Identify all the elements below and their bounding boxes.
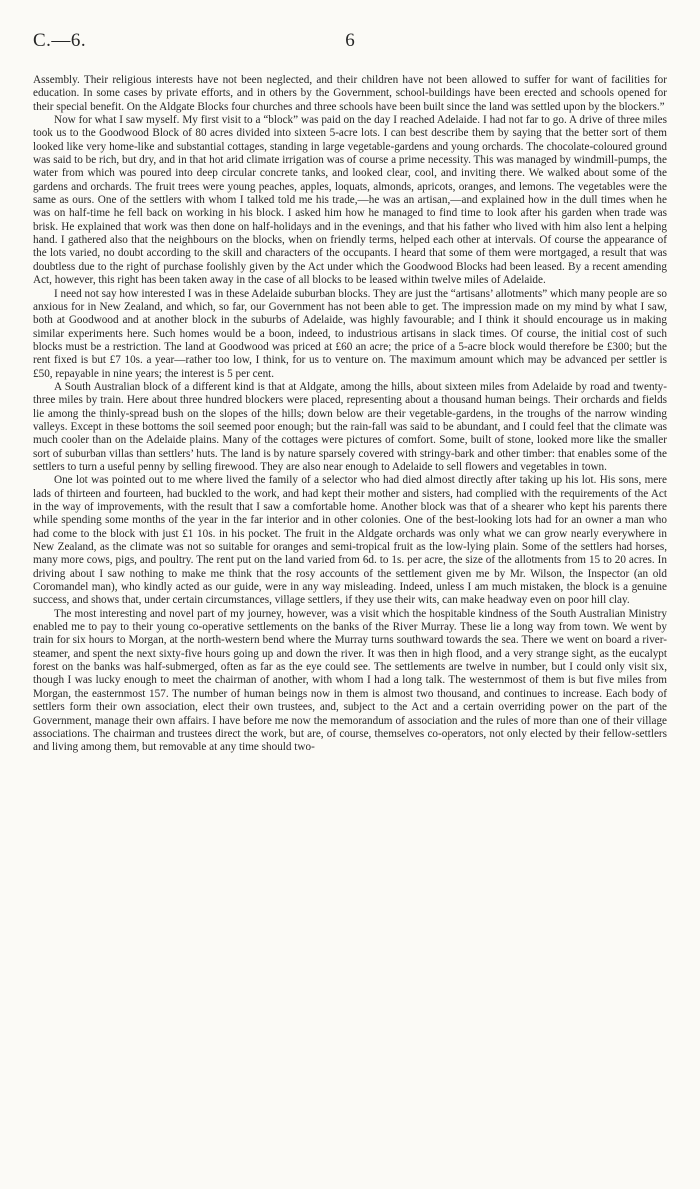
document-reference: C.—6. xyxy=(33,30,87,51)
paragraph: I need not say how interested I was in these Adelaide suburban blocks. They are just the “artisans’ allotments” which many people are so anxious for in New Zealand, and which, so far, our Government has not been able to get. The impression made on my mind by what I saw, both at Goodwood and at another block in the suburbs of Adelaide, was highly favourable; and I think it should encourage us in making similar experiments here. Such homes would be a boon, indeed, to industrious artisans in slack times. Of course, the initial cost of such blocks must be a restriction. The land at Goodwood was priced at £60 an acre; the price of a 5-acre block would therefore be £300; but the rent fixed is but £7 10s. a year—rather too low, I think, for us to venture on. The maximum amount which may be advanced per settler is £50, repayable in nine years; the interest is 5 per cent. xyxy=(33,287,667,380)
paragraph: A South Australian block of a different kind is that at Aldgate, among the hills, about sixteen miles from Adelaide by road and twenty-three miles by train. Here about three hundred blockers were placed, representing about a thousand human beings. Their orchards and fields lie among the thinly-spread bush on the slopes of the hills; down below are their vegetable-gardens, in the troughs of the narrow winding valleys. Except in these bottoms the soil seemed poor enough; but the rain-fall was said to be abundant, and I could feel that the climate was much cooler than on the Adelaide plains. Many of the cottages were pictures of comfort. Some, built of stone, looked more like the smaller sort of suburban villas than settlers’ huts. The land is by nature sparsely covered with stringy-bark and other timber: that enables some of the settlers to turn a useful penny by selling firewood. They are also near enough to Adelaide to sell flowers and vegetables in town. xyxy=(33,380,667,473)
page-number: 6 xyxy=(345,30,355,51)
paragraph: One lot was pointed out to me where lived the family of a selector who had died almost directly after taking up his lot. His sons, mere lads of thirteen and fourteen, had buckled to the work, and had kept their mother and sisters, had complied with the requirements of the Act in the way of improvements, with the result that I saw a comfortable home. Another block was that of a shearer who kept his parents there while spending some months of the year in the far interior and in other colonies. One of the best-looking lots had for an owner a man who had come to the block with just £1 10s. in his pocket. The fruit in the Aldgate orchards was only what we can grow nearly everywhere in New Zealand, as the climate was not so suitable for oranges and semi-tropical fruit as the low-lying plain. Some of the settlers had horses, many more cows, pigs, and poultry. The rent put on the land varied from 6d. to 1s. per acre, the size of the allotments from 15 to 20 acres. In driving about I saw nothing to make me think that the rosy accounts of the settlement given me by Mr. Wilson, the Inspector (an old Coromandel man), who kindly acted as our guide, were in any way misleading. Indeed, unless I am much mistaken, the block is a genuine success, and shows that, under certain circumstances, village settlers, if they use their wits, can make headway even on poor hill clay. xyxy=(33,474,667,607)
paragraph: The most interesting and novel part of my journey, however, was a visit which the hospitable kindness of the South Australian Ministry enabled me to pay to their young co-operative settlements on the banks of the River Murray. These lie a long way from town. We went by train for six hours to Morgan, at the north-western bend where the Murray turns southward towards the sea. There we went on board a river-steamer, and spent the next sixty-five hours going up and down the river. It was then in high flood, and a very strange sight, as the eucalypt forest on the banks was half-submerged, often as far as the eye could see. The settlements are twelve in number, but I could only visit six, though I was lucky enough to meet the chairman of another, with whom I had a long talk. The westernmost of them is but five miles from Morgan, the easternmost 157. The number of human beings now in them is almost two thousand, and continues to increase. Each body of settlers form their own association, elect their own trustees, and, subject to the Act and a certain overriding power on the part of the Government, manage their own affairs. I have before me now the memorandum of association and the rules of more than one of their village associations. The chairman and trustees direct the work, but are, of course, themselves co-operators, not only elected by their fellow-settlers and living among them, but removable at any time should two- xyxy=(33,607,667,754)
page-header xyxy=(33,30,667,60)
document-body xyxy=(33,74,667,755)
paragraph: Now for what I saw myself. My first visit to a “block” was paid on the day I reached Adelaide. I had not far to go. A drive of three miles took us to the Goodwood Block of 80 acres divided into sixteen 5-acre lots. I can best describe them by saying that the better sort of them looked like very home-like and substantial cottages, standing in large vegetable-gardens and young orchards. The chocolate-coloured ground was said to be rich, but dry, and in that hot arid climate irrigation was of course a prime necessity. This was managed by windmill-pumps, the water from which was poured into deep circular concrete tanks, and looked clear, cool, and inviting there. We walked about some of the gardens and orchards. The fruit trees were young peaches, apples, loquats, almonds, apricots, oranges, and lemons. The vegetables were the same as ours. One of the settlers with whom I talked told me his trade,—he was an artisan,—and explained how in the dull times when he was on half-time he fell back on working in his block. I asked him how he managed to find time to look after his garden when trade was brisk. He explained that work was then done on half-holidays and in the evenings, and that his father who lived with him also lent a helping hand. I gathered also that the neighbours on the blocks, when on friendly terms, helped each other at intervals. Of course the appearance of the lots varied, no doubt according to the skill and characters of the occupants. I heard that some of them were mortgaged, a result that was doubtless due to the right of purchase foolishly given by the Act under which the Goodwood Blocks had been leased. By a recent amending Act, however, this right has been taken away in the case of all blocks to be leased within twelve miles of Adelaide. xyxy=(33,114,667,287)
paragraph: Assembly. Their religious interests have not been neglected, and their children have not been allowed to suffer for want of facilities for education. In some cases by private efforts, and in others by the Government, school-buildings have been erected and schools opened for their special benefit. On the Aldgate Blocks four churches and three schools have been built since the land was settled upon by the blockers.” xyxy=(33,74,667,113)
